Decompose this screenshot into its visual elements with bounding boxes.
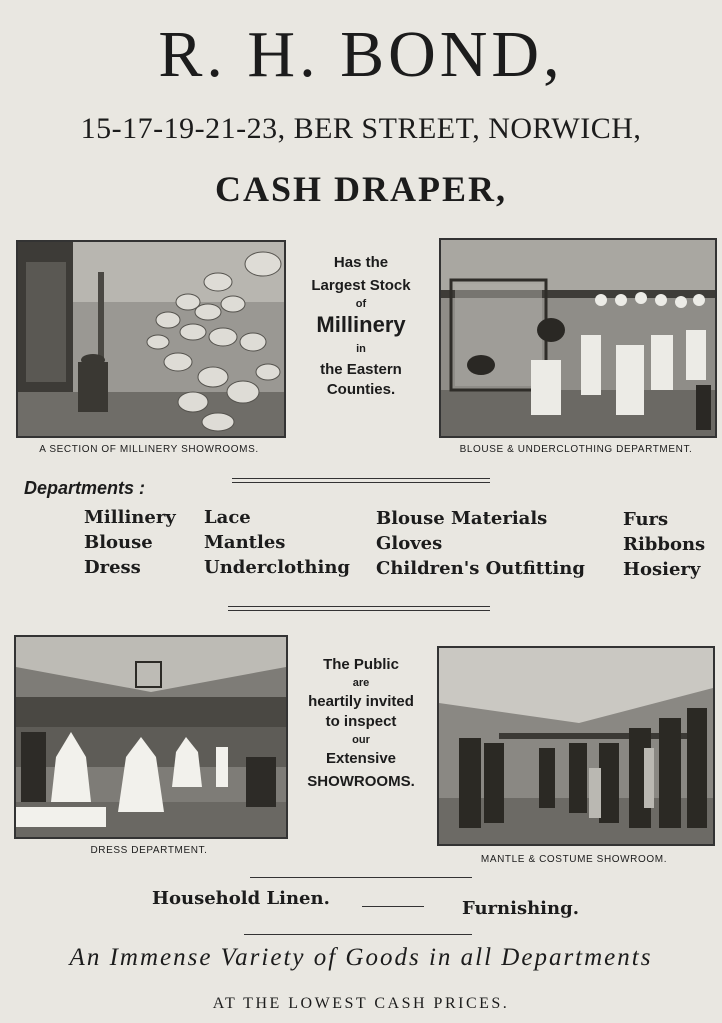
- department-item: Lace: [204, 507, 251, 528]
- departments-column-3: [376, 506, 585, 581]
- notice-line: Counties.: [326, 381, 396, 399]
- mantle-showroom-photo: [437, 646, 715, 846]
- mantle-photo-caption: MANTLE & COSTUME SHOWROOM.: [480, 854, 668, 865]
- department-item: Mantles: [204, 532, 286, 553]
- notice-line: are: [352, 676, 370, 689]
- notice-line: Millinery: [316, 312, 406, 338]
- notice-line: Has the: [333, 254, 389, 271]
- divider: [250, 877, 472, 878]
- street-address: 15-17-19-21-23, BER STREET, NORWICH,: [80, 112, 642, 145]
- divider: [244, 934, 472, 935]
- department-item: Children's Outfitting: [376, 558, 585, 579]
- notice-line: our: [352, 734, 370, 746]
- notice-line: to inspect: [325, 713, 397, 731]
- notice-line: heartily invited: [308, 692, 414, 710]
- dress-department-photo: [14, 635, 288, 839]
- millinery-photo-caption: A SECTION OF MILLINERY SHOWROOMS.: [39, 444, 259, 455]
- household-linen-label: Household Linen.: [152, 888, 330, 909]
- notice-line: of: [355, 297, 367, 310]
- department-item: Gloves: [376, 533, 443, 554]
- furnishing-label: Furnishing.: [462, 898, 579, 919]
- department-item: Blouse Materials: [376, 508, 548, 529]
- notice-line: in: [356, 342, 366, 355]
- blouse-photo-caption: BLOUSE & UNDERCLOTHING DEPARTMENT.: [459, 444, 693, 455]
- divider: [232, 478, 490, 483]
- divider: [362, 906, 424, 907]
- department-item: Millinery: [84, 507, 176, 528]
- millinery-showroom-photo: [16, 240, 286, 438]
- departments-column-1: [84, 505, 176, 580]
- largest-stock-notice: [292, 254, 430, 400]
- departments-column-4: [623, 507, 705, 582]
- dress-photo-caption: DRESS DEPARTMENT.: [90, 845, 208, 856]
- notice-line: the Eastern: [320, 360, 402, 378]
- trade-title: CASH DRAPER,: [214, 169, 507, 209]
- business-name: R. H. BOND,: [158, 18, 564, 91]
- lowest-prices-tagline: AT THE LOWEST CASH PRICES.: [212, 995, 510, 1012]
- blouse-department-photo: [439, 238, 717, 438]
- divider: [228, 606, 490, 611]
- immense-variety-slogan: An Immense Variety of Goods in all Departments: [69, 944, 653, 971]
- department-item: Hosiery: [623, 559, 701, 580]
- department-item: Ribbons: [623, 534, 706, 555]
- notice-line: The Public: [323, 656, 399, 673]
- department-item: Underclothing: [204, 557, 351, 578]
- department-item: Blouse: [84, 532, 153, 553]
- public-invitation-notice: [296, 656, 426, 791]
- notice-line: SHOWROOMS.: [307, 772, 415, 790]
- notice-line: Largest Stock: [311, 276, 411, 294]
- department-item: Dress: [84, 557, 141, 578]
- department-item: Furs: [623, 509, 669, 530]
- notice-line: Extensive: [325, 749, 397, 767]
- departments-column-2: [204, 505, 350, 580]
- departments-heading: Departments :: [24, 478, 146, 498]
